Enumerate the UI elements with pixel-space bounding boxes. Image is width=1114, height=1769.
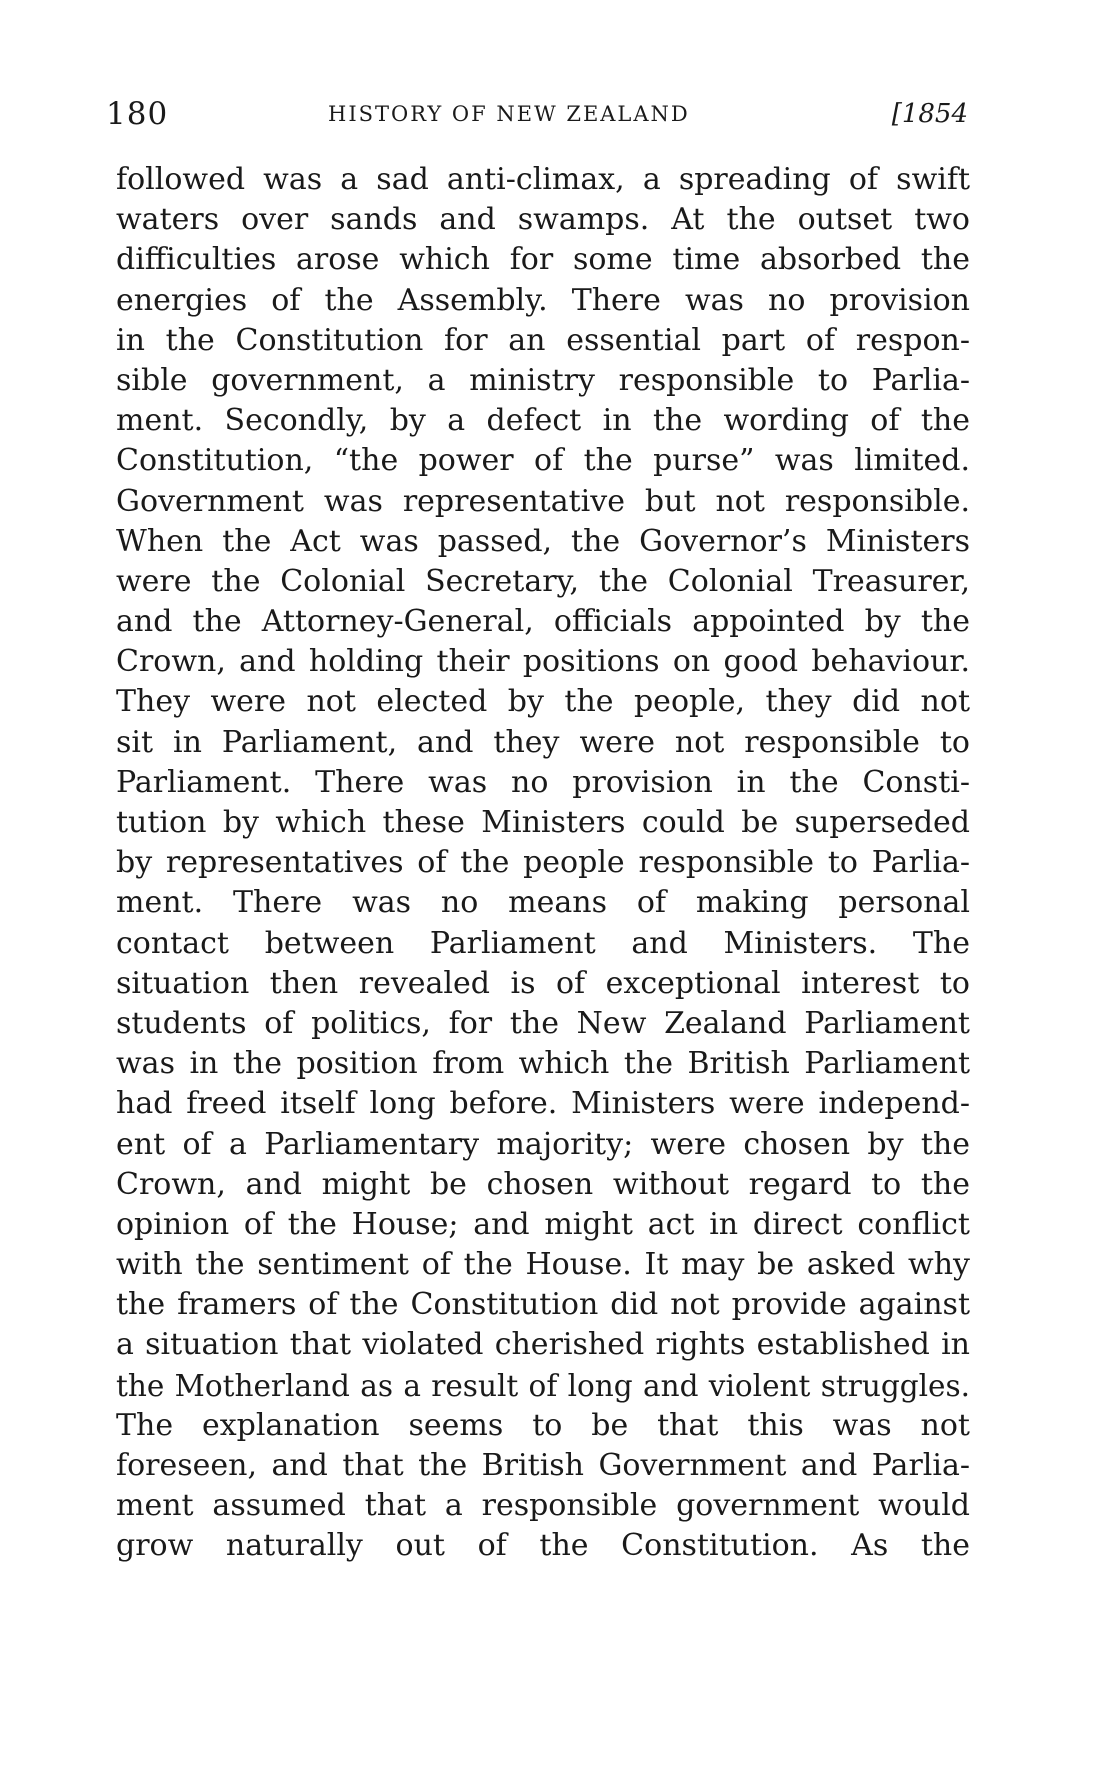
text-line: energies of the Assembly. There was no provision [116, 282, 970, 318]
text-line: ment assumed that a responsible government would [116, 1488, 970, 1524]
text-line: the Motherland as a result of long and violent struggles. [116, 1368, 970, 1403]
text-line: waters over sands and swamps. At the outset two [116, 202, 970, 238]
text-line: had freed itself long before. Ministers were independ- [116, 1086, 970, 1122]
text-line: a situation that violated cherished rights established in [116, 1327, 970, 1363]
text-line: sit in Parliament, and they were not responsible to [116, 724, 970, 760]
text-line: Parliament. There was no provision in the Consti- [116, 764, 970, 800]
text-line: with the sentiment of the House. It may be asked why [116, 1247, 970, 1283]
text-line: ent of a Parliamentary majority; were chosen by the [116, 1126, 970, 1162]
text-line: students of politics, for the New Zealand Parliament [116, 1005, 970, 1041]
text-line: and the Attorney-General, officials appointed by the [116, 604, 970, 640]
text-line: Crown, and holding their positions on good behaviour. [116, 644, 970, 680]
text-line: When the Act was passed, the Governor’s Ministers [116, 523, 970, 559]
text-line: Crown, and might be chosen without regard to the [116, 1166, 970, 1202]
text-line: the framers of the Constitution did not provide against [116, 1287, 970, 1323]
text-line: Government was representative but not responsible. [116, 483, 970, 519]
text-line: sible government, a ministry responsible to Parlia- [116, 362, 970, 398]
text-line: contact between Parliament and Ministers. The [116, 925, 970, 961]
text-line: opinion of the House; and might act in direct conflict [116, 1206, 970, 1242]
text-line: situation then revealed is of exceptional interest to [116, 965, 970, 1001]
text-line: by representatives of the people responsible to Parlia- [116, 845, 970, 881]
text-line: in the Constitution for an essential part of respon- [116, 322, 970, 358]
text-line: Constitution, “the power of the purse” was limited. [116, 443, 970, 479]
text-line: They were not elected by the people, they did not [116, 684, 970, 720]
running-head [106, 92, 968, 136]
text-line: followed was a sad anti-climax, a spreading of swift [116, 162, 970, 197]
running-year: [1854 [891, 99, 968, 129]
text-line: ment. Secondly, by a defect in the wording of the [116, 403, 970, 439]
body-text [116, 160, 970, 1567]
text-line: foreseen, and that the British Government and Parlia- [116, 1448, 970, 1483]
text-line: The explanation seems to be that this was not [116, 1407, 970, 1443]
text-line: difficulties arose which for some time absorbed the [116, 242, 970, 278]
running-title: HISTORY OF NEW ZEALAND [328, 102, 690, 126]
text-line: was in the position from which the British Parliament [116, 1046, 970, 1082]
text-line: tution by which these Ministers could be superseded [116, 805, 970, 840]
text-line: ment. There was no means of making personal [116, 885, 970, 921]
page-number: 180 [106, 96, 169, 132]
text-line: were the Colonial Secretary, the Colonial Treasurer, [116, 563, 970, 599]
text-line: grow naturally out of the Constitution. As the [116, 1528, 970, 1564]
